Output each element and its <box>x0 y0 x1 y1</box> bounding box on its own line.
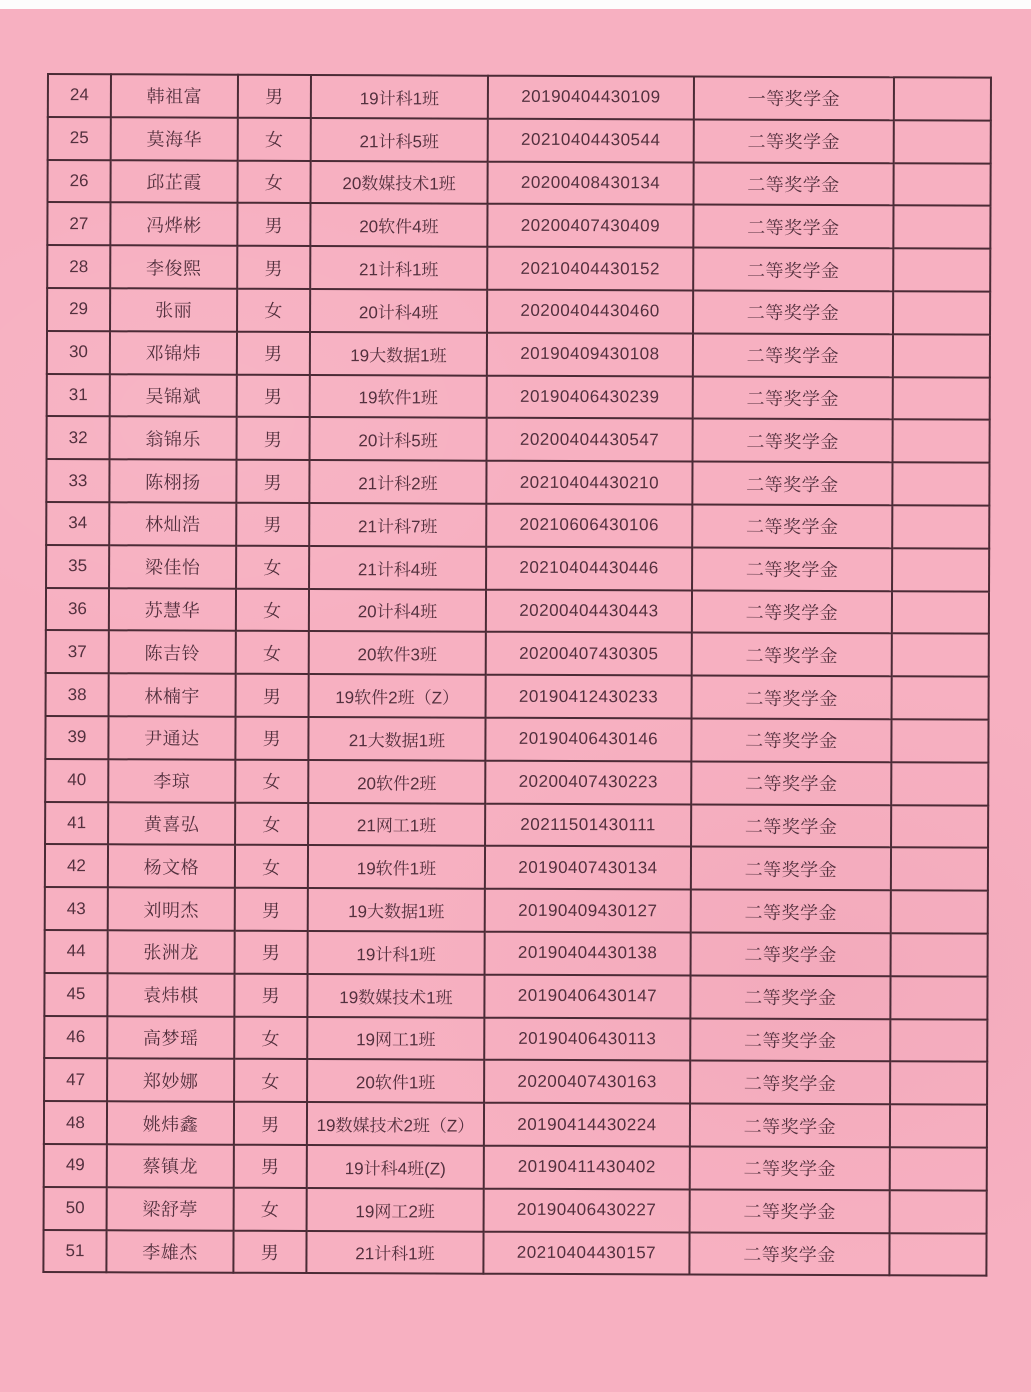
scholarship-table-body <box>43 74 991 1276</box>
table-row <box>45 930 988 976</box>
cell-student-id: 20190406430113 <box>484 1017 690 1061</box>
cell-remark <box>893 248 990 291</box>
cell-student-id: 20200408430134 <box>487 161 693 205</box>
cell-student-id: 20190409430127 <box>485 889 691 933</box>
table-row <box>44 1144 987 1190</box>
cell-class-name: 21计科4班 <box>309 546 486 589</box>
cell-student-id: 20190404430109 <box>488 76 694 120</box>
cell-serial-number: 32 <box>47 416 110 459</box>
cell-student-name: 邱芷霞 <box>111 160 238 203</box>
cell-remark <box>890 1190 987 1233</box>
cell-class-name: 19软件2班（Z） <box>309 674 486 717</box>
cell-remark <box>891 933 988 976</box>
cell-student-name: 李俊熙 <box>110 245 237 288</box>
cell-class-name: 19软件1班 <box>310 375 487 418</box>
cell-gender: 女 <box>235 845 308 888</box>
cell-student-name: 梁舒葶 <box>107 1187 234 1230</box>
cell-student-id: 20210404430157 <box>483 1231 689 1275</box>
cell-award-level: 二等奖学金 <box>690 975 890 1019</box>
cell-student-id: 20211501430111 <box>485 803 691 847</box>
cell-gender: 女 <box>234 1016 307 1059</box>
cell-remark <box>890 1147 987 1190</box>
table-row <box>45 802 988 848</box>
cell-remark <box>891 805 988 848</box>
cell-student-name: 陈栩扬 <box>109 459 236 502</box>
cell-student-id: 20200404430460 <box>487 290 693 334</box>
cell-remark <box>891 719 988 762</box>
cell-serial-number: 26 <box>48 160 111 203</box>
cell-serial-number: 33 <box>46 459 109 502</box>
cell-student-name: 黄喜弘 <box>108 802 235 845</box>
cell-gender: 男 <box>236 503 309 546</box>
table-row <box>47 331 990 377</box>
cell-class-name: 20计科4班 <box>310 289 487 332</box>
cell-student-name: 翁锦乐 <box>110 417 237 460</box>
cell-gender: 女 <box>237 289 310 332</box>
cell-award-level: 二等奖学金 <box>689 1232 889 1276</box>
cell-serial-number: 45 <box>44 973 107 1016</box>
cell-student-id: 20200404430547 <box>487 418 693 462</box>
cell-remark <box>893 291 990 334</box>
cell-award-level: 二等奖学金 <box>690 1189 890 1233</box>
cell-remark <box>892 462 989 505</box>
cell-gender: 男 <box>237 203 310 246</box>
cell-serial-number: 30 <box>47 331 110 374</box>
cell-gender: 女 <box>235 759 308 802</box>
cell-class-name: 19计科1班 <box>311 75 488 118</box>
cell-gender: 女 <box>234 1059 307 1102</box>
cell-student-name: 吴锦斌 <box>110 374 237 417</box>
cell-serial-number: 48 <box>44 1101 107 1144</box>
cell-award-level: 二等奖学金 <box>693 419 893 463</box>
cell-remark <box>890 976 987 1019</box>
cell-student-name: 袁炜棋 <box>107 973 234 1016</box>
cell-class-name: 21计科1班 <box>310 246 487 289</box>
cell-gender: 女 <box>238 118 311 161</box>
cell-class-name: 21网工1班 <box>308 803 485 846</box>
cell-serial-number: 38 <box>46 673 109 716</box>
cell-student-id: 20190409430108 <box>487 332 693 376</box>
cell-class-name: 21计科1班 <box>306 1231 483 1274</box>
cell-gender: 女 <box>236 545 309 588</box>
cell-student-name: 尹通达 <box>108 716 235 759</box>
cell-student-id: 20190412430233 <box>486 675 692 719</box>
cell-gender: 女 <box>236 631 309 674</box>
cell-student-id: 20200407430409 <box>487 204 693 248</box>
cell-student-id: 20190406430146 <box>485 718 691 762</box>
table-row <box>46 502 989 548</box>
cell-student-id: 20210404430446 <box>486 546 692 590</box>
cell-award-level: 二等奖学金 <box>693 333 893 377</box>
cell-award-level: 二等奖学金 <box>691 804 891 848</box>
cell-remark <box>894 77 991 120</box>
cell-student-id: 20210404430544 <box>488 118 694 162</box>
cell-student-name: 韩祖富 <box>111 74 238 117</box>
cell-award-level: 二等奖学金 <box>690 1104 890 1148</box>
cell-student-name: 李琼 <box>108 759 235 802</box>
cell-class-name: 21计科2班 <box>309 460 486 503</box>
cell-award-level: 一等奖学金 <box>694 76 894 120</box>
table-row <box>44 1101 987 1147</box>
cell-gender: 男 <box>235 717 308 760</box>
cell-serial-number: 43 <box>45 887 108 930</box>
table-row <box>47 288 990 334</box>
cell-award-level: 二等奖学金 <box>693 248 893 292</box>
table-row <box>45 887 988 933</box>
cell-serial-number: 36 <box>46 588 109 631</box>
cell-student-name: 高梦瑶 <box>107 1016 234 1059</box>
cell-student-id: 20210404430152 <box>487 247 693 291</box>
cell-serial-number: 24 <box>48 74 111 117</box>
cell-serial-number: 31 <box>47 374 110 417</box>
cell-class-name: 21计科5班 <box>311 118 488 161</box>
cell-gender: 男 <box>233 1230 306 1273</box>
cell-award-level: 二等奖学金 <box>692 590 892 634</box>
cell-class-name: 19数媒技术2班（Z） <box>307 1102 484 1145</box>
cell-student-name: 张丽 <box>110 288 237 331</box>
cell-serial-number: 49 <box>44 1144 107 1187</box>
cell-gender: 男 <box>236 460 309 503</box>
cell-serial-number: 46 <box>44 1016 107 1059</box>
cell-gender: 男 <box>235 931 308 974</box>
cell-gender: 女 <box>234 1187 307 1230</box>
cell-remark <box>892 634 989 677</box>
cell-student-name: 杨文格 <box>108 845 235 888</box>
cell-student-id: 20190406430147 <box>484 974 690 1018</box>
cell-class-name: 19大数据1班 <box>308 888 485 931</box>
table-row <box>44 973 987 1019</box>
cell-remark <box>890 1104 987 1147</box>
cell-award-level: 二等奖学金 <box>693 162 893 206</box>
cell-award-level: 二等奖学金 <box>692 676 892 720</box>
cell-award-level: 二等奖学金 <box>691 890 891 934</box>
cell-remark <box>889 1233 986 1276</box>
table-row <box>46 588 989 634</box>
cell-student-name: 刘明杰 <box>108 887 235 930</box>
cell-student-name: 邓锦炜 <box>110 331 237 374</box>
table-row <box>45 844 988 890</box>
cell-student-name: 张洲龙 <box>108 930 235 973</box>
cell-award-level: 二等奖学金 <box>691 932 891 976</box>
cell-serial-number: 50 <box>44 1187 107 1230</box>
cell-gender: 男 <box>237 374 310 417</box>
table-row <box>46 545 989 591</box>
cell-student-id: 20190406430239 <box>487 375 693 419</box>
cell-gender: 男 <box>238 75 311 118</box>
cell-award-level: 二等奖学金 <box>690 1146 890 1190</box>
cell-student-id: 20190411430402 <box>484 1146 690 1190</box>
cell-award-level: 二等奖学金 <box>693 290 893 334</box>
cell-student-id: 20190407430134 <box>485 846 691 890</box>
cell-gender: 男 <box>237 417 310 460</box>
cell-award-level: 二等奖学金 <box>691 761 891 805</box>
cell-gender: 男 <box>234 1145 307 1188</box>
cell-remark <box>894 120 991 163</box>
cell-remark <box>893 206 990 249</box>
cell-award-level: 二等奖学金 <box>690 1018 890 1062</box>
cell-remark <box>892 676 989 719</box>
cell-student-name: 林楠宇 <box>109 673 236 716</box>
cell-student-id: 20200407430223 <box>485 760 691 804</box>
cell-class-name: 20软件3班 <box>309 631 486 674</box>
cell-remark <box>893 420 990 463</box>
cell-remark <box>891 848 988 891</box>
cell-student-id: 20190414430224 <box>484 1103 690 1147</box>
cell-student-name: 莫海华 <box>111 117 238 160</box>
cell-serial-number: 40 <box>45 759 108 802</box>
cell-remark <box>892 548 989 591</box>
table-row <box>47 245 990 291</box>
cell-student-id: 20210606430106 <box>486 504 692 548</box>
cell-award-level: 二等奖学金 <box>692 504 892 548</box>
cell-serial-number: 35 <box>46 545 109 588</box>
cell-student-name: 苏慧华 <box>109 588 236 631</box>
cell-student-name: 冯烨彬 <box>110 203 237 246</box>
table-row <box>47 416 990 462</box>
cell-serial-number: 47 <box>44 1058 107 1101</box>
table-row <box>44 1016 987 1062</box>
cell-student-id: 20200404430443 <box>486 589 692 633</box>
cell-serial-number: 51 <box>43 1230 106 1273</box>
cell-class-name: 19计科1班 <box>308 931 485 974</box>
cell-serial-number: 25 <box>48 117 111 160</box>
cell-student-name: 陈吉铃 <box>109 631 236 674</box>
cell-class-name: 19网工1班 <box>307 1017 484 1060</box>
table-row <box>47 374 990 420</box>
scan-edge-strip <box>0 0 1031 9</box>
cell-class-name: 19软件1班 <box>308 845 485 888</box>
cell-award-level: 二等奖学金 <box>691 847 891 891</box>
cell-class-name: 21大数据1班 <box>308 717 485 760</box>
cell-serial-number: 34 <box>46 502 109 545</box>
cell-serial-number: 27 <box>47 202 110 245</box>
cell-remark <box>892 591 989 634</box>
cell-serial-number: 42 <box>45 844 108 887</box>
cell-student-id: 20200407430305 <box>486 632 692 676</box>
table-row <box>46 673 989 719</box>
cell-award-level: 二等奖学金 <box>692 547 892 591</box>
cell-class-name: 20软件2班 <box>308 760 485 803</box>
cell-gender: 男 <box>235 888 308 931</box>
cell-student-id: 20210404430210 <box>486 461 692 505</box>
cell-award-level: 二等奖学金 <box>692 462 892 506</box>
cell-remark <box>890 1062 987 1105</box>
cell-student-id: 20200407430163 <box>484 1060 690 1104</box>
cell-class-name: 20软件1班 <box>307 1059 484 1102</box>
table-row <box>44 1187 987 1233</box>
cell-serial-number: 28 <box>47 245 110 288</box>
cell-award-level: 二等奖学金 <box>694 119 894 163</box>
cell-class-name: 19网工2班 <box>307 1188 484 1231</box>
cell-student-name: 梁佳怡 <box>109 545 236 588</box>
cell-class-name: 20软件4班 <box>310 203 487 246</box>
cell-gender: 男 <box>237 332 310 375</box>
cell-remark <box>892 505 989 548</box>
cell-serial-number: 41 <box>45 802 108 845</box>
table-row <box>44 1058 987 1104</box>
cell-class-name: 19数媒技术1班 <box>307 974 484 1017</box>
cell-award-level: 二等奖学金 <box>690 1061 890 1105</box>
cell-award-level: 二等奖学金 <box>691 718 891 762</box>
cell-class-name: 20计科4班 <box>309 589 486 632</box>
cell-remark <box>893 334 990 377</box>
cell-remark <box>893 163 990 206</box>
cell-remark <box>890 1019 987 1062</box>
cell-class-name: 20计科5班 <box>310 417 487 460</box>
cell-award-level: 二等奖学金 <box>693 205 893 249</box>
cell-serial-number: 44 <box>45 930 108 973</box>
cell-student-id: 20190404430138 <box>485 932 691 976</box>
table-row <box>45 759 988 805</box>
cell-student-name: 蔡镇龙 <box>107 1144 234 1187</box>
cell-student-name: 姚炜鑫 <box>107 1101 234 1144</box>
cell-gender: 女 <box>236 588 309 631</box>
table-row <box>48 117 991 163</box>
cell-serial-number: 29 <box>47 288 110 331</box>
table-row <box>43 1230 986 1276</box>
table-row <box>48 74 991 120</box>
cell-student-id: 20190406430227 <box>484 1188 690 1232</box>
cell-gender: 男 <box>234 1102 307 1145</box>
table-row <box>45 716 988 762</box>
scholarship-table-container <box>42 73 992 1277</box>
cell-gender: 女 <box>235 802 308 845</box>
cell-class-name: 19大数据1班 <box>310 332 487 375</box>
cell-award-level: 二等奖学金 <box>693 376 893 420</box>
cell-serial-number: 39 <box>45 716 108 759</box>
cell-gender: 男 <box>237 246 310 289</box>
cell-student-name: 林灿浩 <box>109 502 236 545</box>
cell-award-level: 二等奖学金 <box>692 633 892 677</box>
cell-class-name: 21计科7班 <box>309 503 486 546</box>
cell-student-name: 郑妙娜 <box>107 1059 234 1102</box>
table-row <box>47 202 990 248</box>
cell-remark <box>891 890 988 933</box>
table-row <box>48 160 991 206</box>
cell-class-name: 19计科4班(Z) <box>307 1145 484 1188</box>
cell-class-name: 20数媒技术1班 <box>311 161 488 204</box>
cell-gender: 女 <box>238 160 311 203</box>
cell-gender: 男 <box>234 973 307 1016</box>
table-row <box>46 459 989 505</box>
cell-gender: 男 <box>236 674 309 717</box>
cell-student-name: 李雄杰 <box>106 1230 233 1273</box>
cell-serial-number: 37 <box>46 630 109 673</box>
scholarship-roster-table <box>42 73 992 1277</box>
cell-remark <box>891 762 988 805</box>
cell-remark <box>893 377 990 420</box>
table-row <box>46 630 989 676</box>
